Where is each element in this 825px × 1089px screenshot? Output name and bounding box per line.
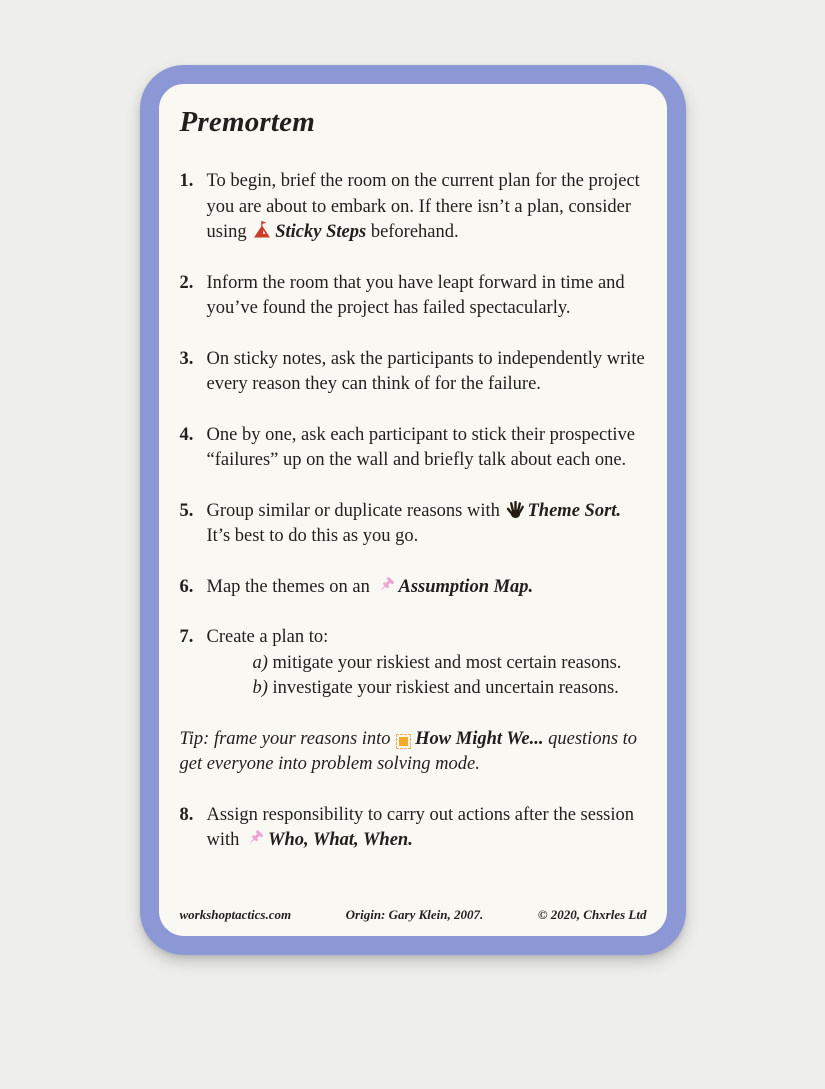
item-number: 2. bbox=[179, 272, 194, 293]
item-text: On sticky notes, ask the participants to independently write every reason they can think of for the failure. bbox=[206, 348, 645, 394]
item-text: One by one, ask each participant to stick their prospective “failures” up on the wall and briefly talk about each one. bbox=[206, 424, 635, 470]
item-text: Inform the room that you have leapt forward in time and you’ve found the project has failed spectacularly. bbox=[206, 272, 625, 318]
tactic-link-how-might-we: How Might We... bbox=[415, 728, 544, 749]
list-item-4 bbox=[180, 423, 647, 474]
item-number: 7. bbox=[179, 627, 194, 647]
sub-item-marker: a) bbox=[252, 652, 268, 673]
sub-item-a: a) mitigate your riskiest and most certain reasons. bbox=[252, 652, 622, 673]
item-number: 1. bbox=[179, 171, 194, 191]
instruction-list bbox=[180, 169, 647, 854]
list-item-7 bbox=[180, 625, 647, 702]
tactic-card bbox=[140, 65, 686, 955]
item-number: 8. bbox=[179, 804, 194, 825]
item-number: 5. bbox=[179, 500, 194, 521]
tactic-link-sticky-steps: Sticky Steps bbox=[275, 222, 367, 242]
item-number: 3. bbox=[179, 348, 194, 369]
list-item-8 bbox=[180, 803, 647, 854]
card-content bbox=[159, 84, 667, 936]
item-text: Group similar or duplicate reasons with Theme Sort. It’s best to do this as you go. bbox=[206, 500, 622, 546]
card-title: Premortem bbox=[179, 106, 316, 138]
list-item-3 bbox=[180, 347, 647, 398]
tactic-link-assumption-map: Assumption Map. bbox=[398, 576, 534, 597]
tactic-link-who-what-when: Who, What, When. bbox=[268, 830, 413, 850]
list-item-5 bbox=[180, 499, 647, 550]
card-footer bbox=[180, 907, 647, 923]
hand-icon bbox=[506, 500, 525, 519]
tip-text: Tip: frame your reasons into How Might We... questions to get everyone into problem solving mode. bbox=[179, 728, 638, 774]
mountain-icon bbox=[252, 220, 272, 240]
item-number: 6. bbox=[179, 576, 194, 597]
item-text: Map the themes on an Assumption Map. bbox=[206, 576, 534, 597]
item-text: Create a plan to: a) mitigate your riskiest and most certain reasons. b) investigate your riskiest and uncertain reasons. bbox=[207, 625, 647, 702]
list-item-6 bbox=[180, 575, 647, 601]
tactic-link-theme-sort: Theme Sort. bbox=[527, 500, 622, 521]
list-item-2 bbox=[180, 271, 647, 322]
website-url: workshoptactics.com bbox=[179, 907, 292, 922]
sticky-note-icon bbox=[396, 734, 411, 749]
item-text: Assign responsibility to carry out actions after the session with Who, What, When. bbox=[206, 804, 634, 850]
sub-item-b: b) investigate your riskiest and uncertain reasons. bbox=[252, 678, 619, 698]
sub-item-marker: b) bbox=[252, 678, 268, 698]
origin-credit: Origin: Gary Klein, 2007. bbox=[345, 907, 484, 922]
item-text: To begin, brief the room on the current plan for the project you are about to embark on. If there isn’t a plan, consider using Sticky Steps beforehand. bbox=[206, 171, 640, 242]
item-number: 4. bbox=[179, 424, 194, 445]
list-item-1 bbox=[180, 169, 647, 246]
pushpin-icon bbox=[376, 576, 396, 596]
pushpin-icon bbox=[245, 829, 265, 849]
copyright: © 2020, Chxrles Ltd bbox=[537, 907, 647, 922]
